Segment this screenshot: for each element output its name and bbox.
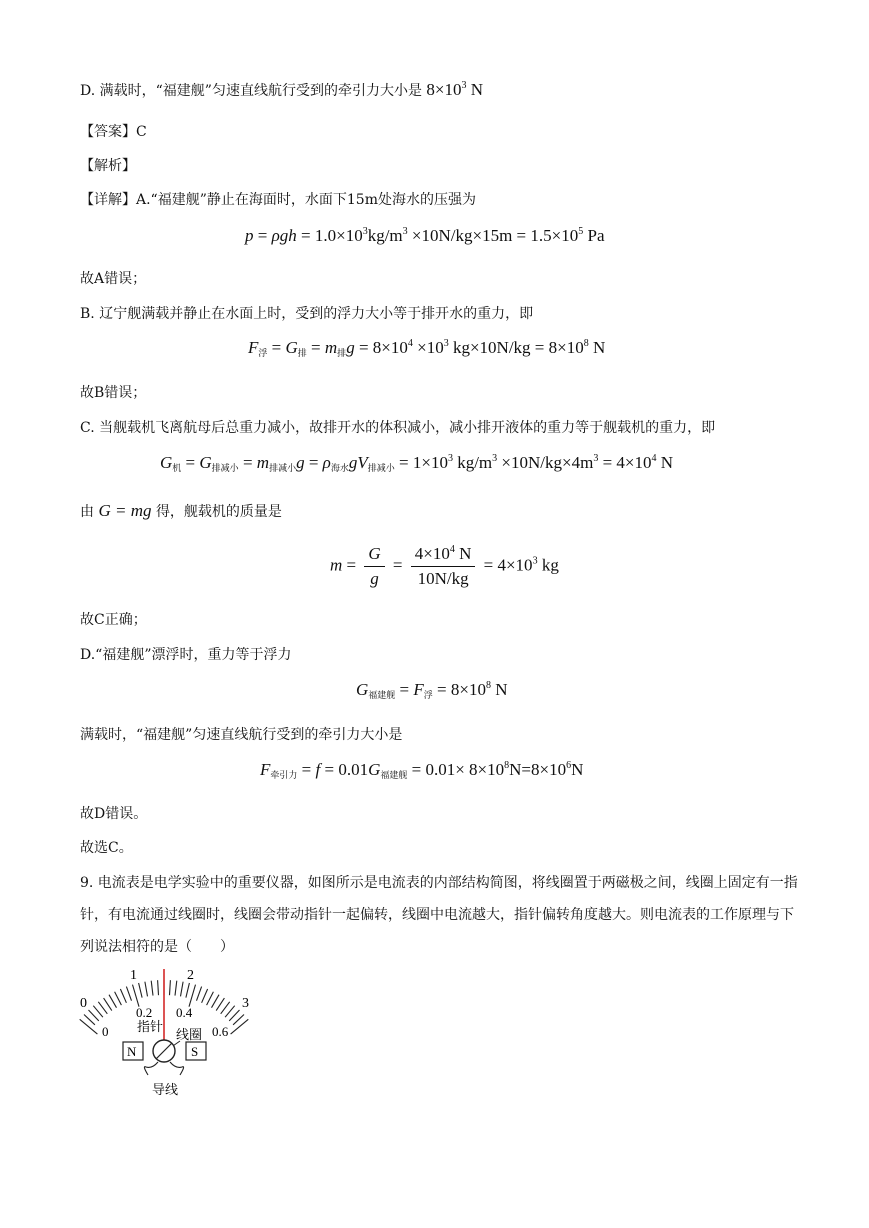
minor-tick <box>145 982 148 997</box>
minor-tick <box>212 995 220 1008</box>
inner-label-0: 0 <box>102 1024 109 1039</box>
minor-tick <box>84 1015 95 1025</box>
inner-label-04: 0.4 <box>176 1005 193 1020</box>
equation-mass: m = $\frac{G}{g}$ = $\frac{4\times 10^4 N}{10N/kg}$ = $4\times 10^3$ kg <box>330 544 559 588</box>
minor-tick <box>158 980 159 995</box>
c-mass-pre: 由 <box>80 504 94 520</box>
analysis-label: 【解析】 <box>80 158 136 174</box>
equation-pressure: $p = \rho gh = 1.0\times 10^3kg/m^3 \times 10N/kg\times 15m = 1.5\times 10^5$ Pa <box>245 226 605 245</box>
outer-label-3: 3 <box>242 996 249 1011</box>
pole-s-label: S <box>191 1044 199 1059</box>
minor-tick <box>225 1006 235 1018</box>
conclusion-d: 故D错误。 <box>80 806 148 822</box>
b-text: B. 辽宁舰满载并静止在水面上时，受到的浮力大小等于排开水的重力，即 <box>80 306 534 322</box>
inner-label-02: 0.2 <box>136 1005 153 1020</box>
pole-n-label: N <box>127 1044 137 1059</box>
d-text2: 满载时，“福建舰”匀速直线航行受到的牵引力大小是 <box>80 727 403 743</box>
minor-tick <box>186 983 190 998</box>
conclusion-c: 故C正确； <box>80 612 147 628</box>
c-mass-line <box>80 501 282 521</box>
d-text: D.“福建舰”漂浮时，重力等于浮力 <box>80 647 292 663</box>
equation-plane-weight: $G_机 = G_{排减小} = m_{排减小}g = \rho_{海水}gV_{排减小} = 1\times 10^3$ $kg/m^3 \times 10N/kg\times 4m^3 = 4\times 10^4$ N <box>160 453 674 473</box>
outer-label-1: 1 <box>130 968 137 983</box>
minor-tick <box>109 995 117 1008</box>
major-tick <box>189 985 196 1007</box>
outer-label-2: 2 <box>187 968 194 983</box>
wire-label: 导线 <box>152 1082 179 1097</box>
equation-gravity-d: $G_{福建舰} = F_浮 = 8\times 10^8$ N <box>356 680 508 700</box>
major-tick <box>133 985 140 1007</box>
minor-tick <box>175 981 177 996</box>
outer-label-0: 0 <box>80 996 87 1011</box>
minor-tick <box>216 998 224 1011</box>
minor-tick <box>120 989 126 1003</box>
minor-tick <box>115 992 122 1005</box>
minor-tick <box>170 980 171 995</box>
c-text: C. 当舰载机飞离航母后总重力减小，故排开水的体积减小，减小排开液体的重力等于舰载机的重力，即 <box>80 420 716 436</box>
conclusion-a: 故A错误； <box>80 271 147 287</box>
inner-label-06: 0.6 <box>212 1024 229 1039</box>
minor-tick <box>233 1015 244 1025</box>
major-tick <box>80 1019 98 1034</box>
minor-tick <box>207 992 214 1005</box>
option-d-value: $8\times 10^3$ N <box>426 80 484 99</box>
answer-label: 【答案】C <box>80 124 147 140</box>
minor-tick <box>181 982 184 997</box>
question-9: 9. 电流表是电学实验中的重要仪器，如图所示是电流表的内部结构简图，将线圈置于两磁极之间，线圈上固定有一指针，有电流通过线圈时，线圈会带动指针一起偏转，线圈中电流越大，指针偏转角度越大。则电流表的工作原理与下列说法相符的是（ ） <box>80 875 798 955</box>
minor-tick <box>126 987 131 1001</box>
major-tick <box>231 1019 249 1034</box>
pointer-label: 指针 <box>137 1019 164 1034</box>
minor-tick <box>197 987 202 1001</box>
minor-tick <box>221 1002 230 1014</box>
minor-tick <box>151 981 153 996</box>
equation-buoyancy: $F_浮 = G_排 = m_排g = 8\times 10^4 \times 10^3$ $kg\times 10N/kg = 8\times 10^8$ N <box>248 338 606 358</box>
conclusion-b: 故B错误； <box>80 385 147 401</box>
option-d-text: D. 满载时，“福建舰”匀速直线航行受到的牵引力大小是 <box>80 83 422 99</box>
minor-tick <box>202 989 208 1003</box>
c-mass-post: 得，舰载机的质量是 <box>155 504 282 520</box>
minor-tick <box>93 1006 103 1018</box>
equation-traction: $F_{牵引力} = f = 0.01G_{福建舰} = 0.01\times 8\times 10^8N=8\times 10^6N$ <box>260 760 584 780</box>
detail-a: 【详解】A.“福建舰”静止在海面时，水面下15m处海水的压强为 <box>80 192 476 208</box>
minor-tick <box>104 998 112 1011</box>
final-choice: 故选C。 <box>80 840 133 856</box>
wire-right <box>170 1062 184 1075</box>
ammeter-diagram <box>72 965 272 1100</box>
minor-tick <box>229 1010 239 1021</box>
coil-label: 线圈 <box>176 1027 203 1042</box>
c-mass-formula: G = mg <box>98 501 152 520</box>
minor-tick <box>89 1010 99 1021</box>
minor-tick <box>98 1002 107 1014</box>
option-d <box>80 80 483 100</box>
wire-left <box>144 1062 158 1075</box>
minor-tick <box>139 983 143 998</box>
